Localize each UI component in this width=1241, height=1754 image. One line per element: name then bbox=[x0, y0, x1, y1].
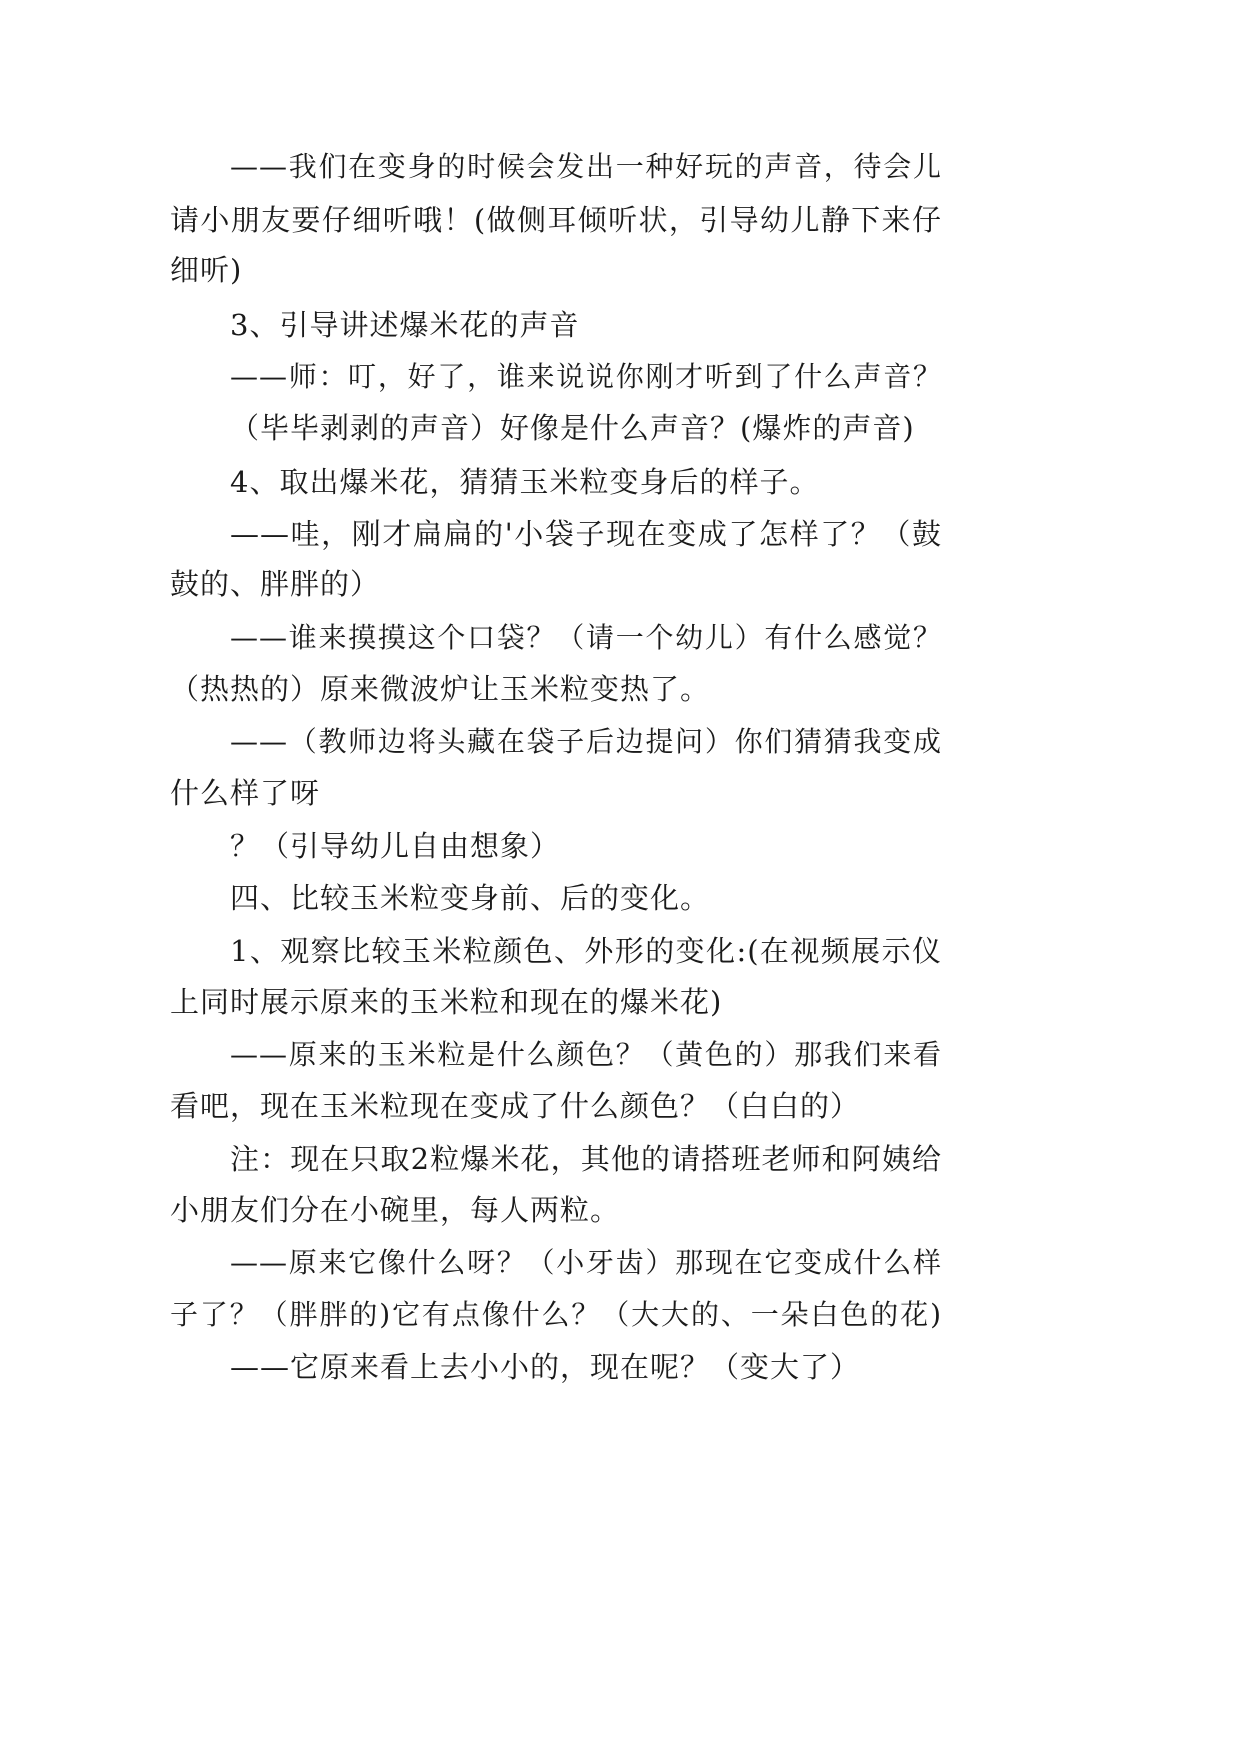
text-line-17: 上同时展示原来的玉米粒和现在的爆米花) bbox=[170, 985, 723, 1019]
text-line-24: ——它原来看上去小小的，现在呢？（变大了） bbox=[230, 1350, 861, 1384]
text-line-3: 细听) bbox=[170, 253, 243, 287]
text-line-21: 小朋友们分在小碗里，每人两粒。 bbox=[170, 1193, 621, 1227]
text-line-18: ——原来的玉米粒是什么颜色？（黄色的）那我们来看 bbox=[230, 1038, 942, 1071]
text-line-10: ——谁来摸摸这个口袋？（请一个幼儿）有什么感觉？ bbox=[230, 621, 942, 654]
text-line-23: 子了？（胖胖的)它有点像什么？（大大的、一朵白色的花) bbox=[170, 1298, 942, 1331]
text-line-7: 4、取出爆米花，猜猜玉米粒变身后的样子。 bbox=[230, 465, 820, 499]
text-line-5: ——师：叮，好了，谁来说说你刚才听到了什么声音？ bbox=[230, 360, 942, 393]
text-line-4: 3、引导讲述爆米花的声音 bbox=[230, 308, 580, 342]
text-line-15: 四、比较玉米粒变身前、后的变化。 bbox=[230, 881, 711, 915]
text-line-12: ——（教师边将头藏在袋子后边提问）你们猜猜我变成 bbox=[230, 725, 942, 758]
text-line-6: （毕毕剥剥的声音）好像是什么声音？(爆炸的声音) bbox=[230, 411, 915, 445]
text-line-2: 请小朋友要仔细听哦！(做侧耳倾听状，引导幼儿静下来仔 bbox=[170, 203, 942, 237]
text-line-16: 1、观察比较玉米粒颜色、外形的变化:(在视频展示仪 bbox=[230, 934, 942, 968]
text-line-13: 什么样了呀 bbox=[170, 776, 321, 810]
text-line-8: ——哇，刚才扁扁的'小袋子现在变成了怎样了？（鼓 bbox=[230, 517, 942, 551]
text-line-19: 看吧，现在玉米粒现在变成了什么颜色？（白白的） bbox=[170, 1089, 861, 1123]
text-line-9: 鼓的、胖胖的） bbox=[170, 567, 381, 601]
text-line-11: （热热的）原来微波炉让玉米粒变热了。 bbox=[170, 672, 711, 706]
text-line-22: ——原来它像什么呀？（小牙齿）那现在它变成什么样 bbox=[230, 1246, 942, 1279]
text-line-20: 注：现在只取2粒爆米花，其他的请搭班老师和阿姨给 bbox=[230, 1142, 942, 1176]
text-line-1: ——我们在变身的时候会发出一种好玩的声音，待会儿 bbox=[230, 150, 942, 183]
text-line-14: ？（引导幼儿自由想象） bbox=[230, 829, 561, 863]
